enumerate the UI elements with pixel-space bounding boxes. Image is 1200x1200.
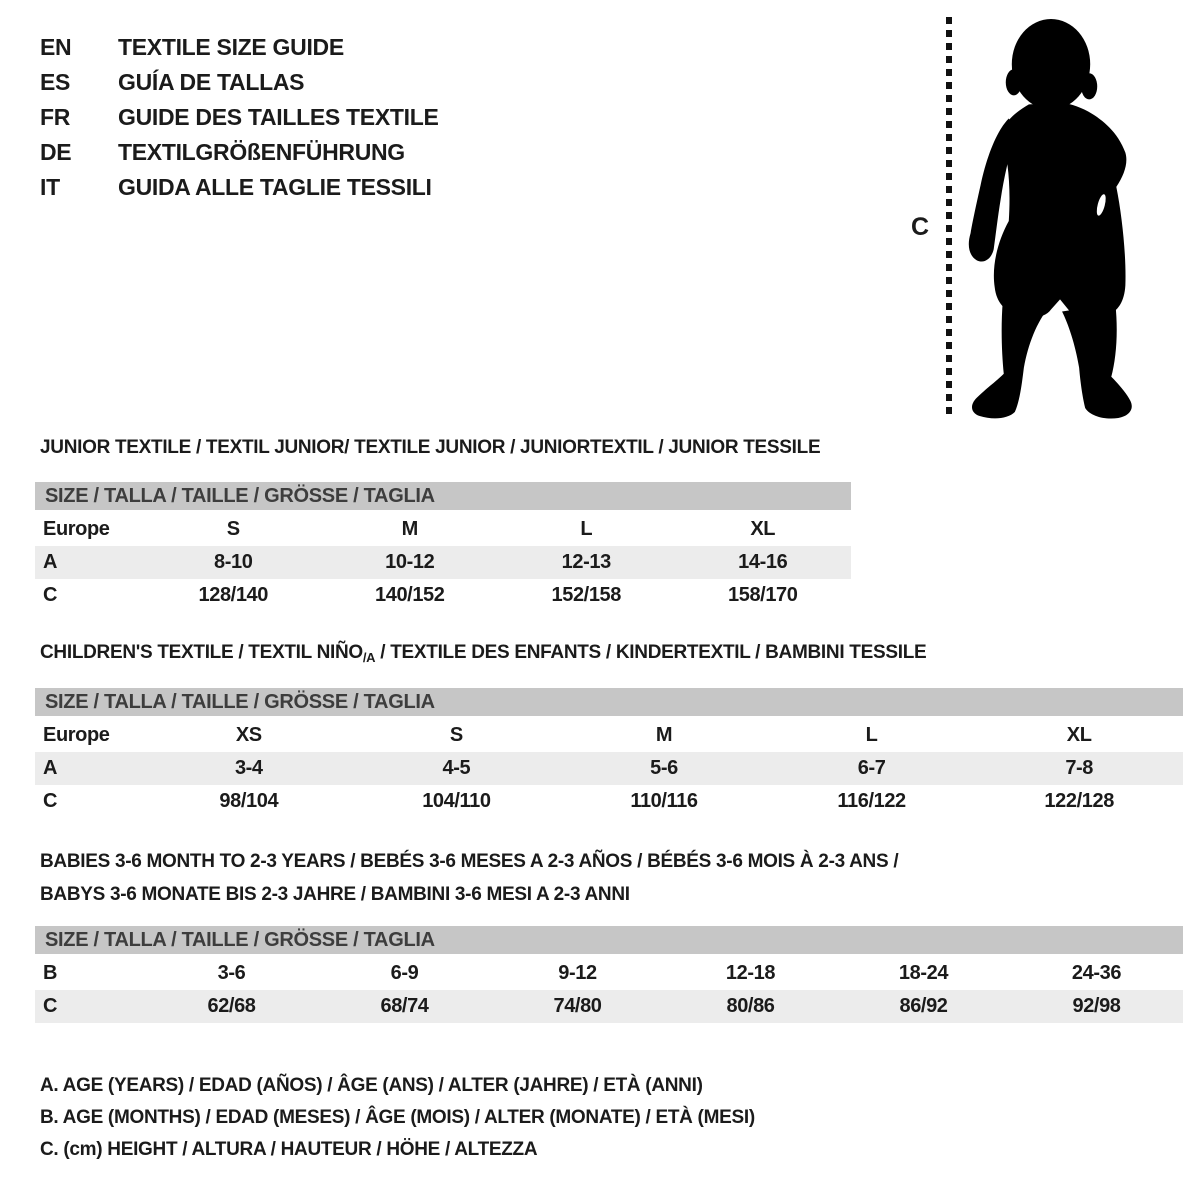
table-cell: 116/122 xyxy=(837,790,906,812)
table-cell: 158/170 xyxy=(728,584,798,606)
babies-size-table xyxy=(35,926,1183,1023)
table-row-height-cm xyxy=(35,990,1183,1023)
guide-title: GUIDA ALLE TAGLIE TESSILI xyxy=(118,174,432,200)
table-cell: 80/86 xyxy=(726,995,775,1017)
table-cell: 8-10 xyxy=(214,551,253,573)
table-cell: XL xyxy=(1066,724,1092,746)
section-title-line1: BABIES 3-6 MONTH TO 2-3 YEARS / BEBÉS 3-6 MESES A 2-3 AÑOS / BÉBÉS 3-6 MOIS À 2-3 ANS / xyxy=(40,851,899,872)
language-code: FR xyxy=(40,104,71,130)
section-title-subscript: /A xyxy=(362,650,376,665)
table-cell: 12-18 xyxy=(725,962,776,984)
table-cell: 3-6 xyxy=(217,962,246,984)
table-cell: 68/74 xyxy=(380,995,429,1017)
section-babies-textile xyxy=(35,845,1183,1023)
language-row-it xyxy=(40,170,439,205)
table-cell: M xyxy=(401,518,418,540)
guide-title: TEXTILGRÖßENFÜHRUNG xyxy=(118,139,405,165)
junior-size-table xyxy=(35,482,851,612)
children-size-table xyxy=(35,688,1183,818)
row-label: A xyxy=(43,757,58,779)
table-row-europe xyxy=(35,513,851,546)
legend-line-c: C. (cm) HEIGHT / ALTURA / HAUTEUR / HÖHE / ALTEZZA xyxy=(40,1139,538,1160)
table-cell: 128/140 xyxy=(198,584,268,606)
table-row-age-years xyxy=(35,752,1183,785)
language-row-de xyxy=(40,135,439,170)
table-cell: 98/104 xyxy=(219,790,279,812)
table-row-age-months xyxy=(35,957,1183,990)
table-cell: 14-16 xyxy=(738,551,788,573)
table-cell: 122/128 xyxy=(1044,790,1114,812)
language-code: EN xyxy=(40,34,72,60)
height-dashed-line xyxy=(944,14,954,418)
row-label: Europe xyxy=(43,724,110,746)
size-header-bar: SIZE / TALLA / TAILLE / GRÖSSE / TAGLIA xyxy=(35,926,1183,954)
table-cell: 86/92 xyxy=(899,995,948,1017)
table-cell: M xyxy=(655,724,673,746)
measurement-legend xyxy=(40,1070,755,1166)
row-label: C xyxy=(43,790,58,812)
table-cell: 7-8 xyxy=(1065,757,1094,779)
table-cell: XS xyxy=(235,724,262,746)
table-cell: 10-12 xyxy=(385,551,435,573)
legend-line-a: A. AGE (YEARS) / EDAD (AÑOS) / ÂGE (ANS) / ALTER (JAHRE) / ETÀ (ANNI) xyxy=(40,1075,703,1096)
table-cell: 6-7 xyxy=(857,757,886,779)
row-label: B xyxy=(43,962,58,984)
table-cell: S xyxy=(449,724,463,746)
legend-line-b: B. AGE (MONTHS) / EDAD (MESES) / ÂGE (MOIS) / ALTER (MONATE) / ETÀ (MESI) xyxy=(40,1107,755,1128)
table-cell: 110/116 xyxy=(630,790,698,812)
table-row-europe xyxy=(35,719,1183,752)
language-code: IT xyxy=(40,174,60,200)
table-cell: 24-36 xyxy=(1071,962,1122,984)
table-cell: 9-12 xyxy=(558,962,597,984)
table-cell: 92/98 xyxy=(1072,995,1121,1017)
table-cell: L xyxy=(865,724,878,746)
language-title-list xyxy=(40,30,439,205)
row-label: A xyxy=(43,551,58,573)
language-row-es xyxy=(40,65,439,100)
section-title: JUNIOR TEXTILE / TEXTIL JUNIOR/ TEXTILE JUNIOR / JUNIORTEXTIL / JUNIOR TESSILE xyxy=(40,437,821,458)
guide-title: GUÍA DE TALLAS xyxy=(118,69,305,95)
language-code: DE xyxy=(40,139,72,165)
table-cell: 3-4 xyxy=(234,757,263,779)
table-row-height-cm xyxy=(35,785,1183,818)
section-title-text: CHILDREN'S TEXTILE / TEXTIL NIÑO xyxy=(40,642,363,663)
row-label: C xyxy=(43,584,58,606)
table-cell: 6-9 xyxy=(390,962,419,984)
section-childrens-textile xyxy=(35,642,1183,818)
table-cell: 18-24 xyxy=(898,962,949,984)
table-cell: 152/158 xyxy=(551,584,621,606)
toddler-silhouette xyxy=(966,18,1138,420)
section-title-text: / TEXTILE DES ENFANTS / KINDERTEXTIL / BAMBINI TESSILE xyxy=(375,642,927,663)
table-cell: 62/68 xyxy=(207,995,256,1017)
language-row-fr xyxy=(40,100,439,135)
row-label: Europe xyxy=(43,518,110,540)
table-cell: 4-5 xyxy=(442,757,471,779)
section-title-line2: BABYS 3-6 MONATE BIS 2-3 JAHRE / BAMBINI 3-6 MESI A 2-3 ANNI xyxy=(40,884,630,905)
table-cell: L xyxy=(580,518,593,540)
table-cell: 140/152 xyxy=(375,584,445,606)
height-measure-label: C xyxy=(911,213,930,241)
table-row-height-cm xyxy=(35,579,851,612)
section-title xyxy=(35,845,1183,911)
guide-title: GUIDE DES TAILLES TEXTILE xyxy=(118,104,439,130)
table-cell: 12-13 xyxy=(561,551,611,573)
size-header-bar: SIZE / TALLA / TAILLE / GRÖSSE / TAGLIA xyxy=(35,482,851,510)
section-junior-textile xyxy=(35,437,851,612)
guide-title: TEXTILE SIZE GUIDE xyxy=(118,34,344,60)
table-cell: XL xyxy=(750,518,776,540)
language-row-en xyxy=(40,30,439,65)
section-title xyxy=(35,642,1183,664)
table-row-age-years xyxy=(35,546,851,579)
table-cell: 74/80 xyxy=(553,995,602,1017)
table-cell: 104/110 xyxy=(422,790,491,812)
size-header-bar: SIZE / TALLA / TAILLE / GRÖSSE / TAGLIA xyxy=(35,688,1183,716)
row-label: C xyxy=(43,995,58,1017)
table-cell: 5-6 xyxy=(650,757,678,779)
language-code: ES xyxy=(40,69,71,95)
table-cell: S xyxy=(226,518,240,540)
